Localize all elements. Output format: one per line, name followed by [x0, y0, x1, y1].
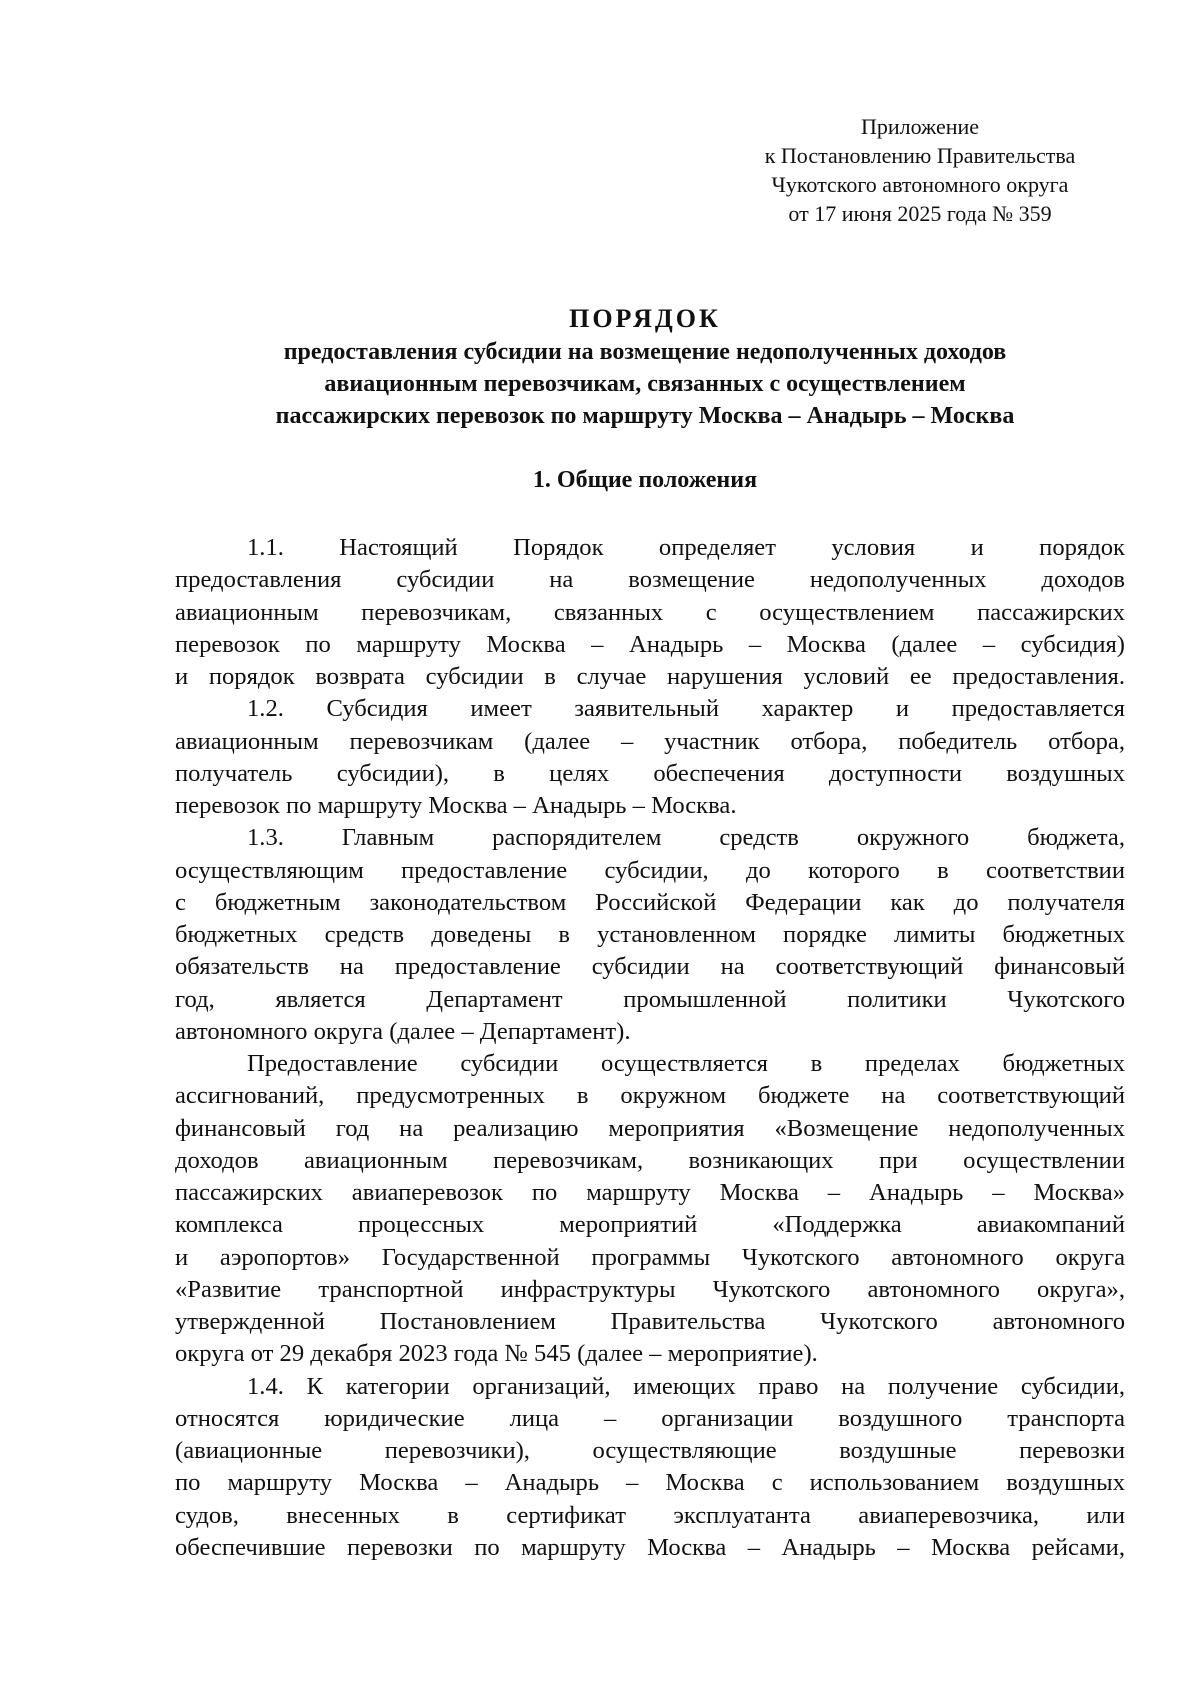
document-title-block — [150, 302, 1140, 432]
paragraph-line: с бюджетным законодательством Российской Федерации как до получателя — [175, 888, 1125, 916]
document-subtitle-line: предоставления субсидии на возмещение недополученных доходов — [283, 339, 1007, 365]
paragraph-line: 1.3. Главным распорядителем средств окружного бюджета, — [247, 824, 1125, 852]
paragraph-line: по маршруту Москва – Анадырь – Москва с использованием воздушных — [175, 1469, 1125, 1497]
paragraph-line: авиационным перевозчикам, связанных с осуществлением пассажирских — [175, 598, 1125, 626]
appendix-header — [730, 112, 1110, 228]
paragraph-line: осуществляющим предоставление субсидии, до которого в соответствии — [175, 856, 1125, 884]
paragraph-line: автономного округа (далее – Департамент). — [175, 1017, 631, 1045]
paragraph-line: обязательств на предоставление субсидии на соответствующий финансовый — [175, 953, 1125, 981]
paragraph-line: (авиационные перевозчики), осуществляющие воздушные перевозки — [175, 1437, 1125, 1464]
paragraph-line: финансовый год на реализацию мероприятия «Возмещение недополученных — [175, 1114, 1125, 1142]
paragraph-line: ассигнований, предусмотренных в окружном бюджете на соответствующий — [175, 1082, 1125, 1110]
paragraph-line: пассажирских авиаперевозок по маршруту Москва – Анадырь – Москва» — [175, 1179, 1125, 1206]
appendix-line: Чукотского автономного округа — [771, 172, 1069, 197]
appendix-line: к Постановлению Правительства — [764, 143, 1076, 168]
paragraph-line: комплекса процессных мероприятий «Поддержка авиакомпаний — [175, 1211, 1125, 1239]
paragraph-line: доходов авиационным перевозчикам, возникающих при осуществлении — [175, 1146, 1125, 1174]
paragraph-line: относятся юридические лица – организации воздушного транспорта — [175, 1404, 1125, 1432]
paragraph-line: бюджетных средств доведены в установленном порядке лимиты бюджетных — [175, 921, 1125, 948]
paragraph-line: утвержденной Постановлением Правительства Чукотского автономного — [175, 1308, 1125, 1335]
paragraph-line: округа от 29 декабря 2023 года № 545 (далее – мероприятие). — [175, 1340, 818, 1368]
paragraph-line: и порядок возврата субсидии в случае нарушения условий ее предоставления. — [175, 663, 1125, 690]
paragraph-line: обеспечившие перевозки по маршруту Москва – Анадырь – Москва рейсами, — [175, 1533, 1125, 1561]
paragraph-line: 1.4. К категории организаций, имеющих право на получение субсидии, — [247, 1372, 1125, 1400]
document-subtitle-line: пассажирских перевозок по маршруту Москва – Анадырь – Москва — [275, 403, 1015, 429]
paragraph-line: год, является Департамент промышленной политики Чукотского — [175, 985, 1125, 1013]
paragraph-line: авиационным перевозчикам (далее – участник отбора, победитель отбора, — [175, 727, 1125, 755]
paragraph-line: и аэропортов» Государственной программы Чукотского автономного округа — [175, 1243, 1125, 1271]
paragraph-line: Предоставление субсидии осуществляется в пределах бюджетных — [247, 1050, 1125, 1077]
paragraph-line: 1.1. Настоящий Порядок определяет условия и порядок — [247, 534, 1125, 561]
section-heading: 1. Общие положения — [532, 467, 758, 493]
paragraph-line: судов, внесенных в сертификат эксплуатанта авиаперевозчика, или — [175, 1501, 1125, 1529]
paragraph-line: 1.2. Субсидия имеет заявительный характер и предоставляется — [247, 695, 1125, 723]
paragraph-line: получатель субсидии), в целях обеспечения доступности воздушных — [175, 759, 1125, 787]
paragraph-line: перевозок по маршруту Москва – Анадырь – Москва (далее – субсидия) — [175, 630, 1125, 658]
paragraph-line: перевозок по маршруту Москва – Анадырь – Москва. — [175, 792, 737, 819]
paragraph-line: предоставления субсидии на возмещение недополученных доходов — [175, 566, 1125, 594]
appendix-line: Приложение — [860, 114, 980, 139]
document-title: ПОРЯДОК — [569, 304, 721, 333]
document-subtitle-line: авиационным перевозчикам, связанных с осуществлением — [324, 371, 966, 397]
appendix-line: от 17 июня 2025 года № 359 — [788, 201, 1052, 226]
body-text — [175, 532, 1125, 1564]
paragraph-line: «Развитие транспортной инфраструктуры Чукотского автономного округа», — [175, 1275, 1125, 1303]
